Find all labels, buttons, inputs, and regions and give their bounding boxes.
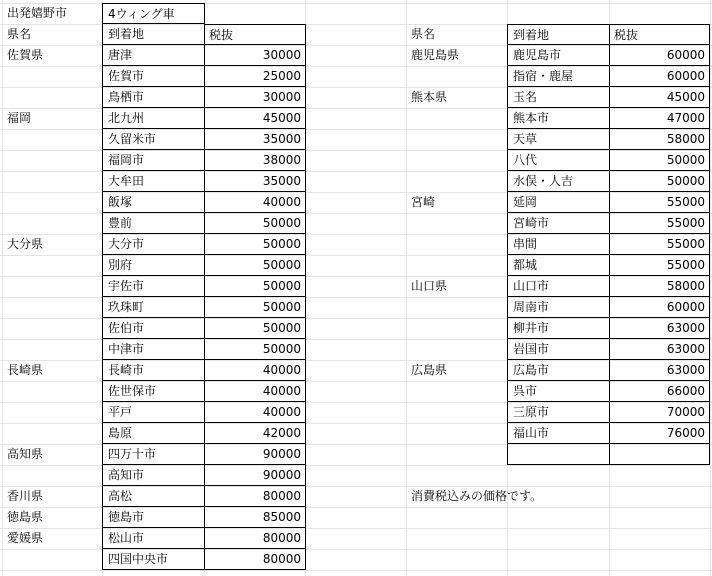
left-price-cell[interactable]: 85000	[204, 507, 306, 528]
left-dest-header[interactable]: 到着地	[102, 24, 205, 45]
left-price-cell[interactable]: 30000	[204, 87, 306, 108]
left-price-cell[interactable]: 90000	[204, 444, 306, 465]
left-dest-cell[interactable]: 唐津	[102, 45, 205, 66]
right-dest-cell[interactable]: 天草	[507, 129, 610, 150]
right-dest-cell[interactable]: 岩国市	[507, 339, 610, 360]
right-pref-cell[interactable]	[406, 108, 506, 129]
left-price-cell[interactable]: 50000	[204, 297, 306, 318]
left-dest-cell[interactable]: 福岡市	[102, 150, 205, 171]
left-pref-cell[interactable]: 徳島県	[7, 510, 44, 524]
left-price-cell[interactable]: 38000	[204, 150, 306, 171]
right-price-cell[interactable]: 55000	[609, 213, 710, 234]
right-price-cell[interactable]: 55000	[609, 234, 710, 255]
right-pref-cell[interactable]: 熊本県	[411, 90, 448, 104]
left-price-cell[interactable]: 40000	[204, 192, 306, 213]
left-price-cell[interactable]: 80000	[204, 528, 306, 549]
right-price-cell[interactable]: 47000	[609, 108, 710, 129]
left-dest-cell[interactable]: 飯塚	[102, 192, 205, 213]
left-dest-cell[interactable]: 佐世保市	[102, 381, 205, 402]
gridline-horizontal	[0, 570, 712, 571]
left-pref-cell[interactable]: 長崎県	[7, 363, 44, 377]
right-pref-cell[interactable]: 広島県	[411, 363, 448, 377]
right-pref-cell[interactable]	[406, 234, 506, 255]
right-dest-cell[interactable]: 熊本市	[507, 108, 610, 129]
right-pref-cell[interactable]	[406, 297, 506, 318]
left-dest-cell[interactable]: 大分市	[102, 234, 205, 255]
left-dest-cell[interactable]: 宇佐市	[102, 276, 205, 297]
left-dest-cell[interactable]: 四国中央市	[102, 549, 205, 570]
left-dest-cell[interactable]: 佐賀市	[102, 66, 205, 87]
left-dest-cell[interactable]: 長崎市	[102, 360, 205, 381]
left-pref-cell[interactable]	[2, 255, 102, 276]
left-price-cell[interactable]: 80000	[204, 486, 306, 507]
right-dest-cell[interactable]: 三原市	[507, 402, 610, 423]
left-price-cell[interactable]: 42000	[204, 423, 306, 444]
left-dest-cell[interactable]: 鳥栖市	[102, 87, 205, 108]
right-pref-cell[interactable]: 山口県	[411, 279, 448, 293]
right-dest-cell[interactable]: 指宿・鹿屋	[507, 66, 610, 87]
left-pref-cell[interactable]	[2, 192, 102, 213]
left-pref-cell[interactable]	[2, 171, 102, 192]
right-price-cell[interactable]: 58000	[609, 276, 710, 297]
left-pref-cell[interactable]: 大分県	[7, 237, 44, 251]
right-price-cell[interactable]: 50000	[609, 171, 710, 192]
left-pref-cell[interactable]	[2, 402, 102, 423]
left-dest-cell[interactable]: 徳島市	[102, 507, 205, 528]
right-price-cell[interactable]: 55000	[609, 255, 710, 276]
right-dest-cell[interactable]: 福山市	[507, 423, 610, 444]
right-price-cell[interactable]: 58000	[609, 129, 710, 150]
right-pref-cell[interactable]	[406, 66, 506, 87]
right-dest-cell[interactable]: 鹿児島市	[507, 45, 610, 66]
right-dest-cell[interactable]: 広島市	[507, 360, 610, 381]
left-dest-cell[interactable]: 久留米市	[102, 129, 205, 150]
right-price-cell[interactable]: 60000	[609, 66, 710, 87]
left-pref-cell[interactable]	[2, 129, 102, 150]
left-price-cell[interactable]: 50000	[204, 255, 306, 276]
left-price-cell[interactable]: 25000	[204, 66, 306, 87]
left-pref-cell[interactable]	[2, 318, 102, 339]
right-pref-cell[interactable]	[406, 255, 506, 276]
right-price-cell[interactable]: 45000	[609, 87, 710, 108]
left-pref-cell[interactable]	[2, 423, 102, 444]
left-dest-cell[interactable]: 松山市	[102, 528, 205, 549]
left-price-cell[interactable]: 50000	[204, 234, 306, 255]
right-price-cell[interactable]: 60000	[609, 45, 710, 66]
right-dest-cell[interactable]	[507, 444, 610, 465]
left-price-header[interactable]: 税抜	[204, 24, 306, 45]
left-dest-cell[interactable]: 島原	[102, 423, 205, 444]
right-price-cell[interactable]: 76000	[609, 423, 710, 444]
left-price-cell[interactable]: 50000	[204, 339, 306, 360]
gridline-vertical	[710, 0, 711, 576]
right-price-cell[interactable]: 55000	[609, 192, 710, 213]
right-price-cell[interactable]: 60000	[609, 297, 710, 318]
left-dest-cell[interactable]: 北九州	[102, 108, 205, 129]
right-dest-cell[interactable]: 柳井市	[507, 318, 610, 339]
left-dest-cell[interactable]: 高知市	[102, 465, 205, 486]
left-price-cell[interactable]: 40000	[204, 360, 306, 381]
right-pref-cell[interactable]	[406, 381, 506, 402]
left-price-cell[interactable]: 35000	[204, 171, 306, 192]
right-price-cell[interactable]: 63000	[609, 360, 710, 381]
right-pref-cell[interactable]	[406, 318, 506, 339]
left-price-cell[interactable]: 35000	[204, 129, 306, 150]
left-pref-cell[interactable]	[2, 381, 102, 402]
right-pref-cell[interactable]: 宮崎	[411, 195, 436, 209]
left-pref-header[interactable]: 県名	[7, 27, 32, 41]
left-pref-cell[interactable]	[2, 465, 102, 486]
right-price-cell[interactable]: 63000	[609, 318, 710, 339]
right-pref-cell[interactable]: 鹿児島県	[411, 48, 460, 62]
right-pref-cell[interactable]	[406, 402, 506, 423]
right-dest-cell[interactable]: 山口市	[507, 276, 610, 297]
right-price-cell[interactable]: 63000	[609, 339, 710, 360]
right-dest-cell[interactable]: 周南市	[507, 297, 610, 318]
right-price-header[interactable]: 税抜	[609, 24, 710, 45]
left-dest-cell[interactable]: 玖珠町	[102, 297, 205, 318]
right-dest-cell[interactable]: 八代	[507, 150, 610, 171]
right-pref-cell[interactable]	[406, 339, 506, 360]
right-price-cell[interactable]: 70000	[609, 402, 710, 423]
left-pref-cell[interactable]	[2, 549, 102, 570]
right-pref-cell[interactable]	[406, 129, 506, 150]
left-price-cell[interactable]: 30000	[204, 45, 306, 66]
left-pref-cell[interactable]: 高知県	[7, 447, 44, 461]
right-price-cell[interactable]: 66000	[609, 381, 710, 402]
left-dest-cell[interactable]: 大牟田	[102, 171, 205, 192]
left-pref-cell[interactable]: 香川県	[7, 489, 44, 503]
left-price-cell[interactable]: 50000	[204, 213, 306, 234]
right-dest-header[interactable]: 到着地	[507, 24, 610, 45]
left-pref-cell[interactable]: 愛媛県	[7, 531, 44, 545]
right-dest-cell[interactable]: 玉名	[507, 87, 610, 108]
left-pref-cell[interactable]: 福岡	[7, 111, 32, 125]
right-pref-cell[interactable]	[406, 444, 506, 465]
right-pref-cell[interactable]	[406, 171, 506, 192]
left-dest-cell[interactable]: 四万十市	[102, 444, 205, 465]
right-pref-header[interactable]: 県名	[411, 27, 436, 41]
origin-cell[interactable]: 出発嬉野市	[7, 6, 68, 20]
left-pref-cell[interactable]	[2, 213, 102, 234]
left-pref-cell[interactable]: 佐賀県	[7, 48, 44, 62]
right-dest-cell[interactable]: 呉市	[507, 381, 610, 402]
tax-note[interactable]: 消費税込みの価格です。	[411, 489, 543, 503]
left-pref-cell[interactable]	[2, 297, 102, 318]
left-dest-cell[interactable]: 平戸	[102, 402, 205, 423]
right-dest-cell[interactable]: 宮崎市	[507, 213, 610, 234]
left-dest-cell[interactable]: 別府	[102, 255, 205, 276]
right-pref-cell[interactable]	[406, 150, 506, 171]
left-price-cell[interactable]: 50000	[204, 318, 306, 339]
right-price-cell[interactable]: 50000	[609, 150, 710, 171]
left-price-cell[interactable]: 40000	[204, 381, 306, 402]
left-pref-cell[interactable]	[2, 150, 102, 171]
right-pref-cell[interactable]	[406, 423, 506, 444]
left-dest-cell[interactable]: 中津市	[102, 339, 205, 360]
right-dest-cell[interactable]: 水俣・人吉	[507, 171, 610, 192]
left-price-cell[interactable]: 50000	[204, 276, 306, 297]
left-dest-cell[interactable]: 豊前	[102, 213, 205, 234]
left-price-cell[interactable]: 90000	[204, 465, 306, 486]
right-pref-cell[interactable]	[406, 213, 506, 234]
left-pref-cell[interactable]	[2, 66, 102, 87]
vehicle-cell[interactable]: 4ウィング車	[102, 3, 205, 24]
left-pref-cell[interactable]	[2, 339, 102, 360]
right-dest-cell[interactable]: 都城	[507, 255, 610, 276]
right-price-cell[interactable]	[609, 444, 710, 465]
left-price-cell[interactable]: 80000	[204, 549, 306, 570]
left-pref-cell[interactable]	[2, 276, 102, 297]
right-dest-cell[interactable]: 串間	[507, 234, 610, 255]
left-price-cell[interactable]: 45000	[204, 108, 306, 129]
right-dest-cell[interactable]: 延岡	[507, 192, 610, 213]
left-dest-cell[interactable]: 佐伯市	[102, 318, 205, 339]
left-dest-cell[interactable]: 高松	[102, 486, 205, 507]
left-price-cell[interactable]: 40000	[204, 402, 306, 423]
left-pref-cell[interactable]	[2, 87, 102, 108]
